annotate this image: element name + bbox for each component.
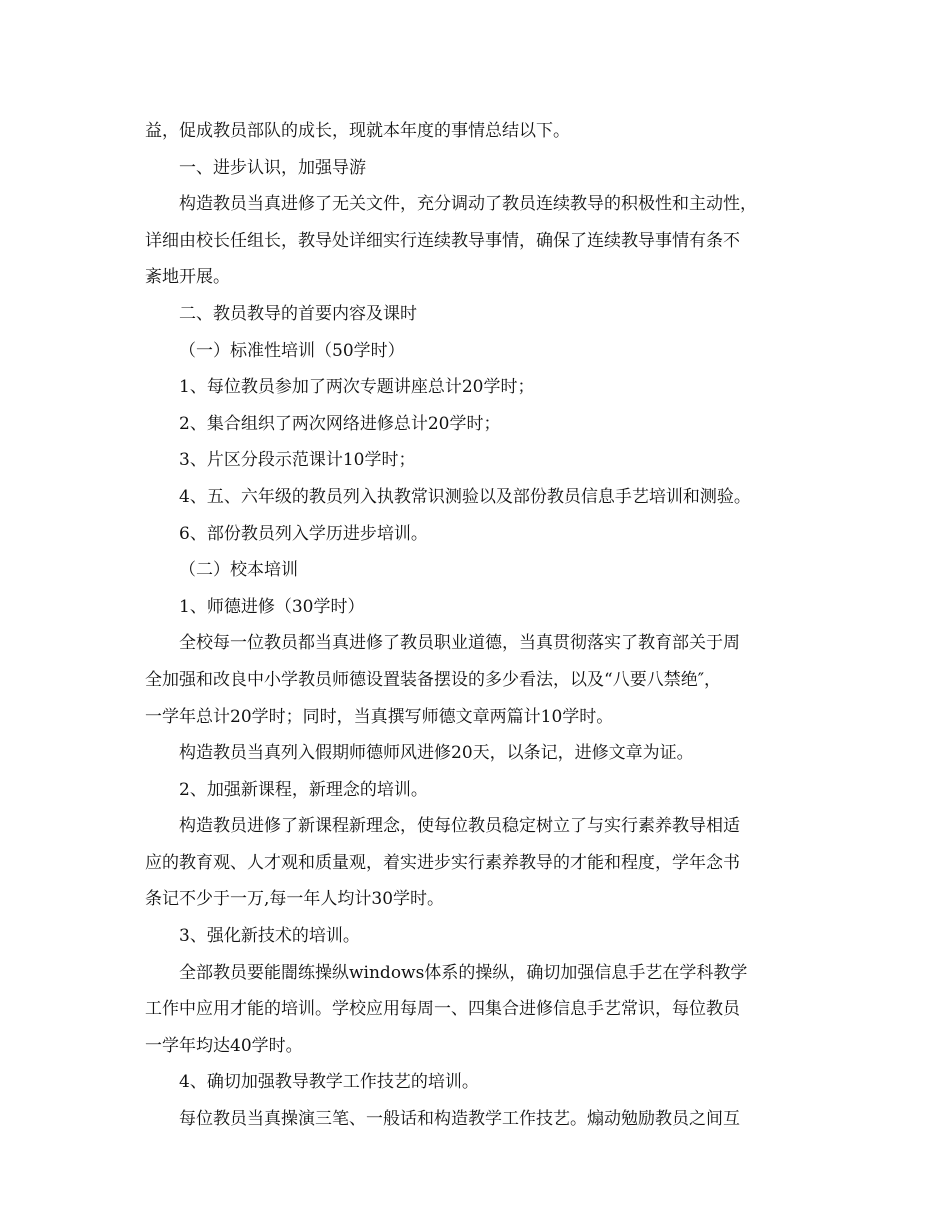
text-line: 构造教员进修了新课程新理念，使每位教员稳定树立了与实行素养教导相适 (179, 816, 740, 837)
text-line: 详细由校长任组长，教导处详细实行连续教导事情，确保了连续教导事情有条不 (145, 230, 740, 251)
text-line: 应的教育观、人才观和质量观，着实进步实行素养教导的才能和程度，学年念书 (145, 852, 740, 873)
list-item: 4、确切加强教导教学工作技艺的培训。 (179, 1072, 479, 1093)
subsection-heading: （二）校本培训 (179, 560, 298, 581)
text-line: 益，促成教员部队的成长，现就本年度的事情总结以下。 (145, 121, 570, 141)
text-line: 构造教员当真列入假期师德师风进修20天，以条记，进修文章为证。 (179, 743, 694, 764)
list-item: 1、师德进修（30学时） (179, 596, 365, 617)
section-heading: 二、教员教导的首要内容及课时 (179, 303, 417, 324)
text-line: 全校每一位教员都当真进修了教员职业道德，当真贯彻落实了教育部关于周 (179, 633, 740, 654)
text-line: 全部教员要能闇练操纵windows体系的操纵，确切加强信息手艺在学科教学 (179, 962, 748, 983)
text-line: 构造教员当真进修了无关文件，充分调动了教员连续教导的积极性和主动性， (179, 194, 757, 215)
list-item: 3、片区分段示范课计10学时； (179, 450, 416, 471)
text-line: 条记不少于一万,每一年人均计30学时。 (145, 889, 445, 910)
text-line: 每位教员当真操演三笔、一般话和构造教学工作技艺。煽动勉励教员之间互 (179, 1109, 740, 1130)
document-body (145, 113, 815, 1138)
list-item: 2、集合组织了两次网络进修总计20学时； (179, 413, 501, 434)
text-line: 紊地开展。 (145, 267, 230, 288)
list-item: 1、每位教员参加了两次专题讲座总计20学时； (179, 377, 535, 398)
text-line: 全加强和改良中小学教员师德设置装备摆设的多少看法，以及“八要八禁绝″， (145, 669, 722, 690)
text-line: 一学年总计20学时；同时，当真撰写师德文章两篇计10学时。 (145, 706, 614, 727)
subsection-heading: （一）标准性培训（50学时） (179, 340, 405, 361)
list-item: 3、强化新技术的培训。 (179, 926, 360, 947)
text-line: 一学年均达40学时。 (145, 1035, 303, 1056)
list-item: 2、加强新课程，新理念的培训。 (179, 779, 428, 800)
text-line: 工作中应用才能的培训。学校应用每周一、四集合进修信息手艺常识，每位教员 (145, 999, 740, 1020)
section-heading: 一、进步认识，加强导游 (179, 157, 366, 178)
list-item: 6、部份教员列入学历进步培训。 (179, 523, 428, 544)
list-item: 4、五、六年级的教员列入执教常识测验以及部份教员信息手艺培训和测验。 (179, 486, 751, 507)
